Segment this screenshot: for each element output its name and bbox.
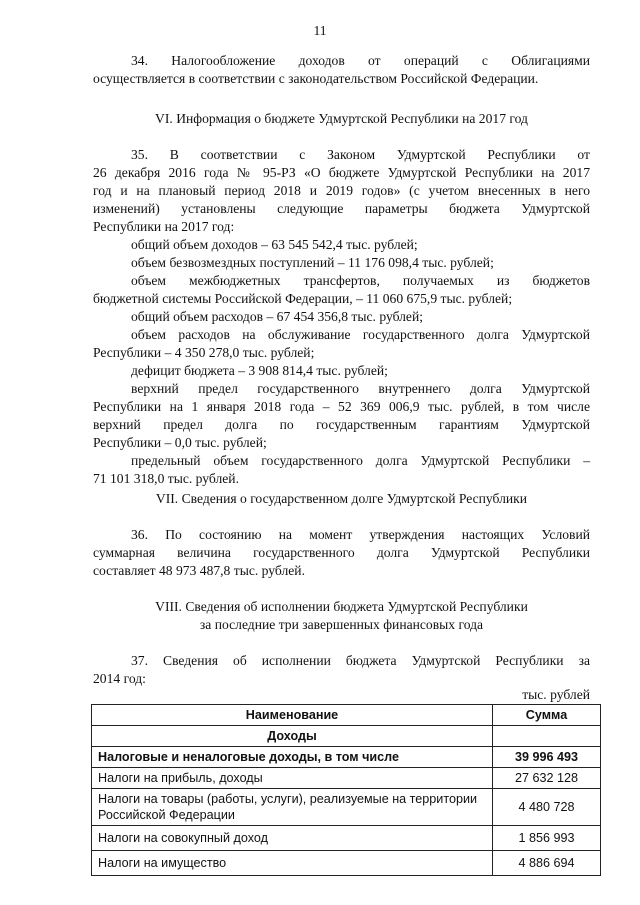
text-line: осуществляется в соответствии с законодательством Российской Федерации. (93, 71, 539, 86)
table-section-row (92, 726, 601, 747)
empty-cell (493, 726, 601, 747)
param-max-debt: предельный объем государственного долга Удмуртской Республики – (131, 453, 590, 468)
text-line: 37. Сведения об исполнении бюджета Удмуртской Республики за (131, 653, 590, 668)
row-value: 39 996 493 (493, 747, 601, 768)
paragraph-37 (93, 652, 590, 688)
param-max-debt-cont: 71 101 318,0 тыс. рублей. (93, 471, 239, 486)
param-debt-limit-cont: Республики – 0,0 тыс. рублей; (93, 435, 267, 450)
param-debt-limit: верхний предел государственного внутреннего долга Удмуртской (131, 381, 590, 396)
header-name: Наименование (92, 705, 493, 726)
param-total-revenue: общий объем доходов – 63 545 542,4 тыс. рублей; (131, 237, 418, 252)
row-name: Налоги на товары (работы, услуги), реализуемые на территории Российской Федерации (92, 789, 493, 826)
section-heading-8 (93, 598, 590, 634)
table-row (92, 851, 601, 876)
text-line: 34. Налогообложение доходов от операций с Облигациями (131, 53, 590, 68)
text-line: составляет 48 973 487,8 тыс. рублей. (93, 563, 305, 578)
param-debt-service-cont: Республики – 4 350 278,0 тыс. рублей; (93, 345, 315, 360)
paragraph-35 (93, 146, 590, 236)
param-debt-limit-cont: верхний предел долга по государственным гарантиям Удмуртской (93, 417, 590, 432)
param-grants: объем безвозмездных поступлений – 11 176 098,4 тыс. рублей; (131, 255, 494, 270)
text-line: суммарная величина государственного долга Удмуртской Республики (93, 545, 590, 560)
text-line: 26 декабря 2016 года № 95-РЗ «О бюджете Удмуртской Республики на 2017 (93, 165, 590, 180)
section-heading-7: VII. Сведения о государственном долге Удмуртской Республики (155, 491, 528, 506)
table-row (92, 768, 601, 789)
paragraph-34 (93, 52, 590, 88)
text-line: 36. По состоянию на момент утверждения настоящих Условий (131, 527, 590, 542)
row-name: Налоги на имущество (92, 851, 493, 876)
budget-table (91, 704, 601, 876)
row-value: 4 480 728 (493, 789, 601, 826)
heading-line: VIII. Сведения об исполнении бюджета Удмуртской Республики (155, 599, 528, 614)
budget-parameters (93, 236, 590, 488)
table-row (92, 826, 601, 851)
row-name: Налоги на прибыль, доходы (92, 768, 493, 789)
table-header-row (92, 705, 601, 726)
param-debt-service: объем расходов на обслуживание государственного долга Удмуртской (131, 327, 590, 342)
param-debt-limit-cont: Республики на 1 января 2018 года – 52 369 006,9 тыс. рублей, в том числе (93, 399, 590, 414)
row-value: 4 886 694 (493, 851, 601, 876)
header-sum: Сумма (493, 705, 601, 726)
row-name: Налоги на совокупный доход (92, 826, 493, 851)
param-deficit: дефицит бюджета – 3 908 814,4 тыс. рублей; (131, 363, 388, 378)
section-revenue: Доходы (92, 726, 493, 747)
text-line: Республики на 2017 год: (93, 219, 235, 234)
page-number: 11 (313, 23, 327, 38)
text-line: изменений) установлены следующие параметры бюджета Удмуртской (93, 201, 590, 216)
text-line: 2014 год: (93, 671, 146, 686)
row-value: 27 632 128 (493, 768, 601, 789)
section-heading-6: VI. Информация о бюджете Удмуртской Республики на 2017 год (155, 111, 528, 126)
unit-label: тыс. рублей (522, 687, 590, 702)
text-line: год и на плановый период 2018 и 2019 годов» (с учетом внесенных в него (93, 183, 590, 198)
table-row (92, 789, 601, 826)
param-transfers: объем межбюджетных трансфертов, получаемых из бюджетов (131, 273, 590, 288)
row-value: 1 856 993 (493, 826, 601, 851)
heading-line: за последние три завершенных финансовых года (199, 617, 484, 632)
paragraph-36 (93, 526, 590, 580)
param-total-expenses: общий объем расходов – 67 454 356,8 тыс. рублей; (131, 309, 424, 324)
param-transfers-cont: бюджетной системы Российской Федерации, – 11 060 675,9 тыс. рублей; (93, 291, 513, 306)
table-row (92, 747, 601, 768)
row-name: Налоговые и неналоговые доходы, в том числе (92, 747, 493, 768)
text-line: 35. В соответствии с Законом Удмуртской Республики от (131, 147, 590, 162)
